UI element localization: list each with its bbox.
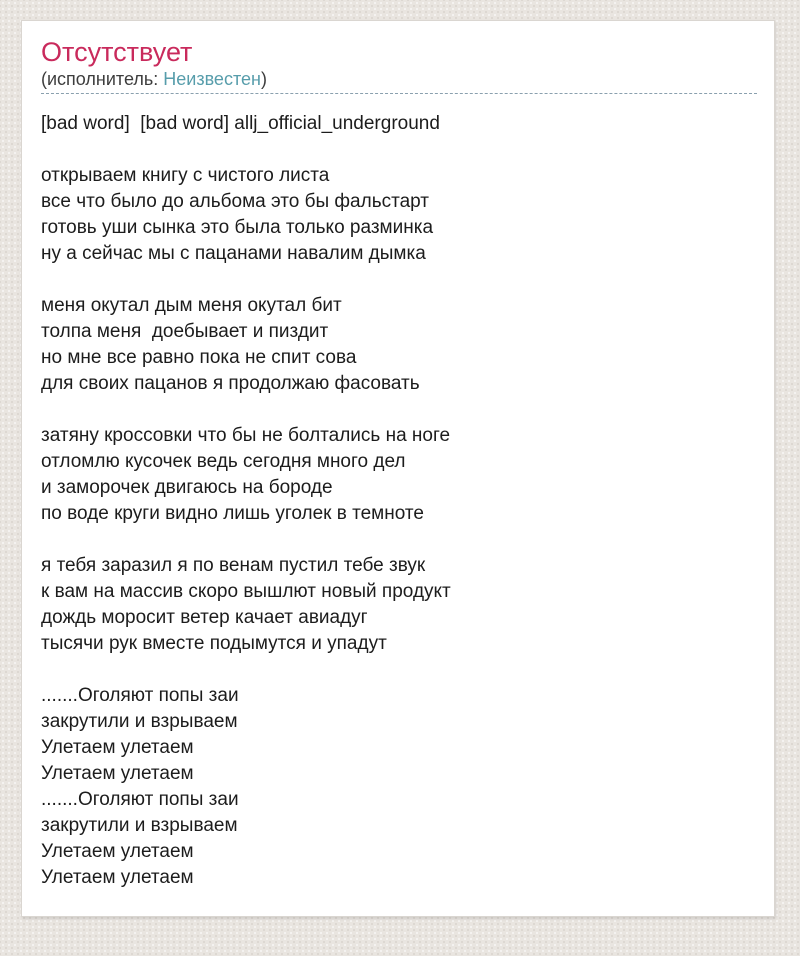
lyric-line: толпа меня доебывает и пиздит	[41, 321, 329, 342]
lyric-line: закрутили и взрываем	[41, 711, 238, 732]
lyric-line: все что было до альбома это бы фальстарт	[41, 191, 430, 212]
lyric-line: но мне все равно пока не спит сова	[41, 347, 357, 368]
artist-label-prefix: (исполнитель:	[41, 69, 164, 89]
stanza	[41, 423, 757, 527]
stanza	[41, 293, 757, 397]
lyric-line: по воде круги видно лишь уголек в темноте	[41, 503, 424, 524]
stanza	[41, 163, 757, 267]
lyrics-card	[21, 20, 775, 917]
artist-line	[41, 67, 757, 94]
stanza	[41, 553, 757, 657]
lyric-line: .......Оголяют попы заи	[41, 685, 239, 706]
lyric-line: закрутили и взрываем	[41, 815, 238, 836]
song-title: Отсутствует	[41, 37, 193, 67]
lyric-line: меня окутал дым меня окутал бит	[41, 295, 342, 316]
artist-link[interactable]: Неизвестен	[163, 69, 261, 89]
lyric-line: я тебя заразил я по венам пустил тебе звук	[41, 555, 426, 576]
lyric-line: для своих пацанов я продолжаю фасовать	[41, 373, 420, 394]
artist-label-suffix: )	[260, 69, 267, 89]
lyric-line: Улетаем улетаем	[41, 763, 194, 784]
lyric-line: [bad word] [bad word] allj_official_underground	[41, 113, 440, 134]
lyric-line: Улетаем улетаем	[41, 867, 194, 888]
page-background	[0, 20, 800, 956]
lyric-line: к вам на массив скоро вышлют новый продукт	[41, 581, 451, 602]
lyric-line: открываем книгу с чистого листа	[41, 165, 330, 186]
lyric-line: и заморочек двигаюсь на бороде	[41, 477, 333, 498]
stanza	[41, 683, 757, 891]
lyric-line: затяну кроссовки что бы не болтались на ноге	[41, 425, 451, 446]
lyrics-text	[41, 111, 757, 891]
stanza	[41, 111, 757, 137]
lyric-line: готовь уши сынка это была только разминка	[41, 217, 434, 238]
lyric-line: Улетаем улетаем	[41, 737, 194, 758]
lyric-line: Улетаем улетаем	[41, 841, 194, 862]
lyric-line: тысячи рук вместе подымутся и упадут	[41, 633, 387, 654]
lyric-line: ну а сейчас мы с пацанами навалим дымка	[41, 243, 426, 264]
lyric-line: .......Оголяют попы заи	[41, 789, 239, 810]
lyric-line: дождь моросит ветер качает авиадуг	[41, 607, 368, 628]
lyric-line: отломлю кусочек ведь сегодня много дел	[41, 451, 406, 472]
